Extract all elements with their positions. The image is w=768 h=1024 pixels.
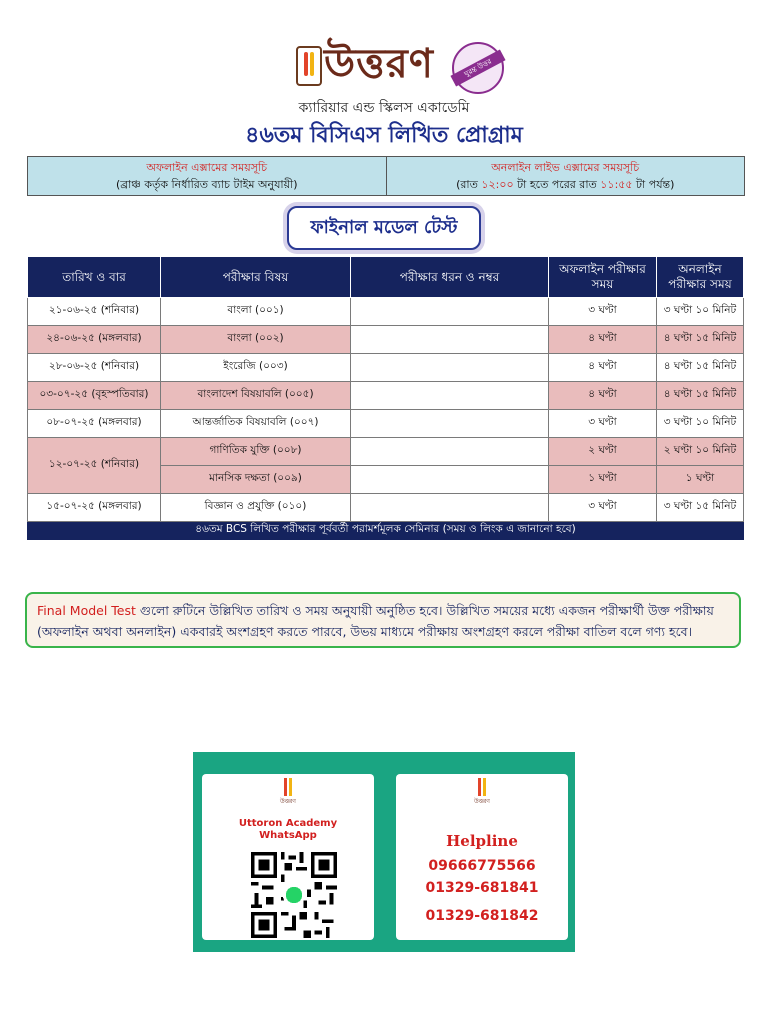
logo-mark-icon <box>296 46 322 86</box>
cell-subject: বিজ্ঞান ও প্রযুক্তি (০১০) <box>161 494 351 522</box>
cell-subject: আন্তর্জাতিক বিষয়াবলি (০০৭) <box>161 410 351 438</box>
cell-type <box>351 466 549 494</box>
cell-subject: বাংলা (০০১) <box>161 298 351 326</box>
cell-date: ২৮-০৬-২৫ (শনিবার) <box>28 354 161 382</box>
table-row <box>28 354 744 382</box>
offline-schedule-title: অফলাইন এক্সামের সময়সূচি <box>146 161 268 174</box>
final-model-test-heading: ফাইনাল মডেল টেস্ট <box>287 206 481 250</box>
helpline-phone[interactable]: 01329-681841 <box>425 880 539 896</box>
header-type: পরীক্ষার ধরন ও নম্বর <box>351 257 549 298</box>
cell-type <box>351 382 549 410</box>
table-row <box>28 326 744 354</box>
seminar-note: ৪৬তম BCS লিখিত পরীক্ষার পূর্ববর্তী পরামর্শমূলক সেমিনার (সময় ও লিংক এ জানানো হবে) <box>28 522 744 540</box>
online-schedule-title: অনলাইন লাইভ এক্সামের সময়সূচি <box>491 161 640 174</box>
table-row <box>28 382 744 410</box>
online-schedule-cell <box>386 157 745 195</box>
online-schedule-note <box>387 176 745 193</box>
cell-offline: ৪ ঘণ্টা <box>549 326 657 354</box>
cell-online: ৩ ঘণ্টা ১০ মিনিট <box>657 410 744 438</box>
qr-code-icon[interactable] <box>248 852 340 938</box>
cell-date: ০৩-০৭-২৫ (বৃহস্পতিবার) <box>28 382 161 410</box>
cell-offline: ৪ ঘণ্টা <box>549 354 657 382</box>
cell-offline: ৪ ঘণ্টা <box>549 382 657 410</box>
online-note-mid: টা হতে পরের রাত <box>513 178 601 191</box>
cell-online: ১ ঘণ্টা <box>657 466 744 494</box>
cell-subject: মানসিক দক্ষতা (০০৯) <box>161 466 351 494</box>
cell-online: ২ ঘণ্টা ১০ মিনিট <box>657 438 744 466</box>
academy-subtitle: ক্যারিয়ার এন্ড স্কিলস একাডেমি <box>298 100 470 116</box>
cell-subject: বাংলা (০০২) <box>161 326 351 354</box>
cell-type <box>351 326 549 354</box>
mini-logo-icon <box>472 776 492 804</box>
mini-logo-icon <box>278 776 298 804</box>
cell-type <box>351 298 549 326</box>
cell-online: ৪ ঘণ্টা ১৫ মিনিট <box>657 326 744 354</box>
online-end-time: ১১:৫৫ <box>600 178 633 191</box>
exam-schedule-table <box>27 256 744 540</box>
whatsapp-card <box>202 774 374 940</box>
online-start-time: ১২:০০ <box>481 178 514 191</box>
logo-text: উত্তরণ <box>324 41 434 87</box>
header-date: তারিখ ও বার <box>28 257 161 298</box>
helpline-phone[interactable]: 01329-681842 <box>425 908 539 924</box>
helpline-title: Helpline <box>446 832 518 850</box>
table-footer-row <box>28 522 744 540</box>
contact-panel <box>193 752 575 952</box>
logo-badge-icon <box>452 42 504 94</box>
table-row <box>28 438 744 466</box>
cell-date: ২১-০৬-২৫ (শনিবার) <box>28 298 161 326</box>
table-row <box>28 410 744 438</box>
cell-date: ১২-০৭-২৫ (শনিবার) <box>28 438 161 494</box>
cell-offline: ৩ ঘণ্টা <box>549 494 657 522</box>
helpline-card <box>396 774 568 940</box>
cell-date: ১৫-০৭-২৫ (মঙ্গলবার) <box>28 494 161 522</box>
notice-highlight: Final Model Test <box>37 603 136 618</box>
mini-logo-text: উত্তরণ <box>474 798 490 805</box>
cell-type <box>351 438 549 466</box>
cell-type <box>351 494 549 522</box>
cell-date: ২৪-০৬-২৫ (মঙ্গলবার) <box>28 326 161 354</box>
header-online-time: অনলাইন পরীক্ষার সময় <box>657 257 744 298</box>
table-header-row <box>28 257 744 298</box>
header-offline-time: অফলাইন পরীক্ষার সময় <box>549 257 657 298</box>
cell-online: ৪ ঘণ্টা ১৫ মিনিট <box>657 354 744 382</box>
cell-online: ৪ ঘণ্টা ১৫ মিনিট <box>657 382 744 410</box>
cell-date: ০৮-০৭-২৫ (মঙ্গলবার) <box>28 410 161 438</box>
offline-schedule-cell <box>28 157 386 195</box>
cell-offline: ৩ ঘণ্টা <box>549 410 657 438</box>
cell-offline: ১ ঘণ্টা <box>549 466 657 494</box>
table-row <box>28 298 744 326</box>
table-row <box>28 494 744 522</box>
cell-subject: গাণিতিক যুক্তি (০০৮) <box>161 438 351 466</box>
logo-badge-text: ঘুরন্ত উত্তর <box>450 50 505 87</box>
schedule-banner <box>27 156 745 196</box>
notice-box <box>25 592 741 648</box>
mini-logo-text: উত্তরণ <box>280 798 296 805</box>
whatsapp-title <box>202 818 374 842</box>
brand-logo <box>296 38 506 94</box>
cell-offline: ২ ঘণ্টা <box>549 438 657 466</box>
cell-offline: ৩ ঘণ্টা <box>549 298 657 326</box>
offline-schedule-note: (ব্রাঞ্চ কর্তৃক নির্ধারিত ব্যাচ টাইম অনুযায়ী) <box>115 178 298 191</box>
whatsapp-title-line2: WhatsApp <box>259 830 317 841</box>
whatsapp-title-line1: Uttoron Academy <box>238 818 338 829</box>
online-note-prefix: (রাত <box>456 178 482 191</box>
online-note-suffix: টা পর্যন্ত) <box>632 178 675 191</box>
header-subject: পরীক্ষার বিষয় <box>161 257 351 298</box>
cell-online: ৩ ঘণ্টা ১৫ মিনিট <box>657 494 744 522</box>
notice-text: গুলো রুটিনে উল্লিখিত তারিখ ও সময় অনুযায়ী অনুষ্ঠিত হবে। উল্লিখিত সময়ের মধ্যে একজন পরীক্ষার্থী উক্ত পরীক্ষায় (অফলাইন অথবা অনলাইন) একবারই অংশগ্রহণ করতে পারবে, উভয় মাধ্যমে পরীক্ষায় অংশগ্রহণ করলে পরীক্ষা বাতিল বলে গণ্য হবে। <box>37 603 714 639</box>
cell-subject: বাংলাদেশ বিষয়াবলি (০০৫) <box>161 382 351 410</box>
helpline-phone[interactable]: 09666775566 <box>428 858 536 874</box>
cell-subject: ইংরেজি (০০৩) <box>161 354 351 382</box>
cell-type <box>351 354 549 382</box>
program-title: ৪৬তম বিসিএস লিখিত প্রোগ্রাম <box>245 123 523 148</box>
cell-online: ৩ ঘণ্টা ১০ মিনিট <box>657 298 744 326</box>
cell-type <box>351 410 549 438</box>
